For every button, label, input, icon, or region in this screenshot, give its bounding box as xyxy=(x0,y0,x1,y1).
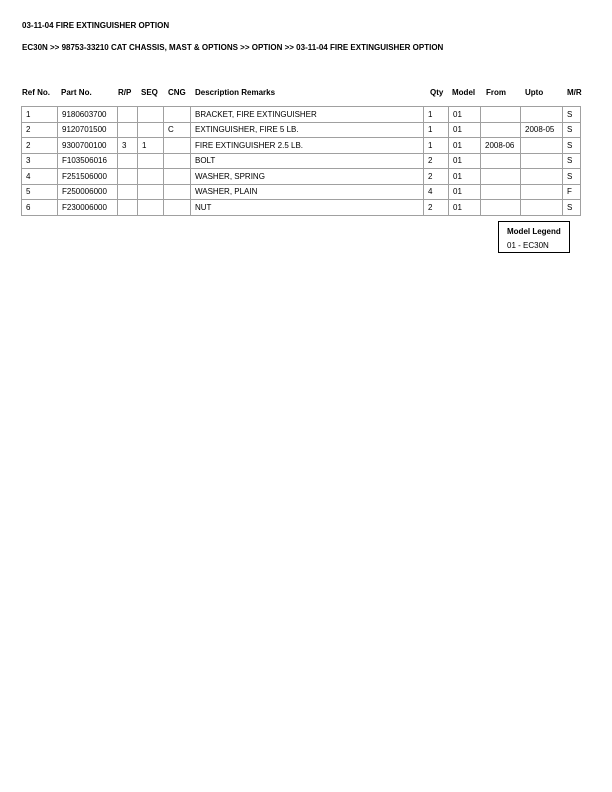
header-upto: Upto xyxy=(525,88,544,97)
parts-table xyxy=(21,106,581,216)
mr-cell: S xyxy=(563,122,581,138)
cng-cell xyxy=(164,153,191,169)
model-cell: 01 xyxy=(449,138,481,154)
rp-cell xyxy=(118,184,138,200)
seq-cell xyxy=(138,184,164,200)
description-cell: BRACKET, FIRE EXTINGUISHER xyxy=(191,107,424,123)
ref-no-cell: 5 xyxy=(22,184,58,200)
description-cell: WASHER, SPRING xyxy=(191,169,424,185)
from-cell xyxy=(481,169,521,185)
header-from: From xyxy=(486,88,506,97)
header-mr: M/R xyxy=(567,88,582,97)
model-cell: 01 xyxy=(449,153,481,169)
cng-cell xyxy=(164,184,191,200)
qty-cell: 1 xyxy=(424,122,449,138)
table-row xyxy=(22,107,581,123)
description-cell: WASHER, PLAIN xyxy=(191,184,424,200)
table-row xyxy=(22,169,581,185)
qty-cell: 2 xyxy=(424,200,449,216)
table-row xyxy=(22,184,581,200)
part-no-cell: 9120701500 xyxy=(58,122,118,138)
header-cng: CNG xyxy=(168,88,186,97)
ref-no-cell: 2 xyxy=(22,122,58,138)
mr-cell: S xyxy=(563,138,581,154)
upto-cell xyxy=(521,184,563,200)
table-row xyxy=(22,200,581,216)
page-title: 03-11-04 FIRE EXTINGUISHER OPTION xyxy=(22,21,170,30)
seq-cell xyxy=(138,122,164,138)
model-cell: 01 xyxy=(449,122,481,138)
from-cell xyxy=(481,107,521,123)
table-row xyxy=(22,153,581,169)
upto-cell xyxy=(521,169,563,185)
model-legend xyxy=(498,221,570,253)
upto-cell xyxy=(521,200,563,216)
mr-cell: F xyxy=(563,184,581,200)
part-no-cell: F250006000 xyxy=(58,184,118,200)
upto-cell xyxy=(521,138,563,154)
description-cell: FIRE EXTINGUISHER 2.5 LB. xyxy=(191,138,424,154)
model-cell: 01 xyxy=(449,184,481,200)
description-cell: NUT xyxy=(191,200,424,216)
rp-cell: 3 xyxy=(118,138,138,154)
header-ref-no: Ref No. xyxy=(22,88,50,97)
part-no-cell: F230006000 xyxy=(58,200,118,216)
part-no-cell: 9300700100 xyxy=(58,138,118,154)
ref-no-cell: 3 xyxy=(22,153,58,169)
description-cell: BOLT xyxy=(191,153,424,169)
table-row xyxy=(22,122,581,138)
upto-cell xyxy=(521,153,563,169)
breadcrumb: EC30N >> 98753-33210 CAT CHASSIS, MAST & OPTIONS >> OPTION >> 03-11-04 FIRE EXTINGUISHER OPTION xyxy=(22,43,444,52)
header-model: Model xyxy=(452,88,476,97)
model-cell: 01 xyxy=(449,169,481,185)
header-part-no: Part No. xyxy=(61,88,92,97)
rp-cell xyxy=(118,122,138,138)
rp-cell xyxy=(118,153,138,169)
from-cell xyxy=(481,122,521,138)
qty-cell: 1 xyxy=(424,138,449,154)
cng-cell xyxy=(164,107,191,123)
qty-cell: 2 xyxy=(424,169,449,185)
model-cell: 01 xyxy=(449,107,481,123)
from-cell xyxy=(481,184,521,200)
qty-cell: 4 xyxy=(424,184,449,200)
upto-cell: 2008-05 xyxy=(521,122,563,138)
cng-cell: C xyxy=(164,122,191,138)
ref-no-cell: 4 xyxy=(22,169,58,185)
seq-cell: 1 xyxy=(138,138,164,154)
seq-cell xyxy=(138,169,164,185)
seq-cell xyxy=(138,107,164,123)
header-seq: SEQ xyxy=(141,88,158,97)
seq-cell xyxy=(138,200,164,216)
part-no-cell: F103506016 xyxy=(58,153,118,169)
from-cell xyxy=(481,200,521,216)
upto-cell xyxy=(521,107,563,123)
rp-cell xyxy=(118,107,138,123)
model-cell: 01 xyxy=(449,200,481,216)
header-qty: Qty xyxy=(430,88,444,97)
cng-cell xyxy=(164,138,191,154)
header-rp: R/P xyxy=(118,88,132,97)
ref-no-cell: 6 xyxy=(22,200,58,216)
table-row xyxy=(22,138,581,154)
ref-no-cell: 1 xyxy=(22,107,58,123)
rp-cell xyxy=(118,169,138,185)
description-cell: EXTINGUISHER, FIRE 5 LB. xyxy=(191,122,424,138)
rp-cell xyxy=(118,200,138,216)
cng-cell xyxy=(164,200,191,216)
qty-cell: 2 xyxy=(424,153,449,169)
mr-cell: S xyxy=(563,169,581,185)
header-description: Description Remarks xyxy=(195,88,276,97)
mr-cell: S xyxy=(563,107,581,123)
part-no-cell: 9180603700 xyxy=(58,107,118,123)
part-no-cell: F251506000 xyxy=(58,169,118,185)
from-cell: 2008-06 xyxy=(481,138,521,154)
qty-cell: 1 xyxy=(424,107,449,123)
seq-cell xyxy=(138,153,164,169)
ref-no-cell: 2 xyxy=(22,138,58,154)
mr-cell: S xyxy=(563,200,581,216)
model-legend-title: Model Legend xyxy=(507,227,561,236)
cng-cell xyxy=(164,169,191,185)
from-cell xyxy=(481,153,521,169)
model-legend-item: 01 - EC30N xyxy=(507,241,549,250)
mr-cell: S xyxy=(563,153,581,169)
